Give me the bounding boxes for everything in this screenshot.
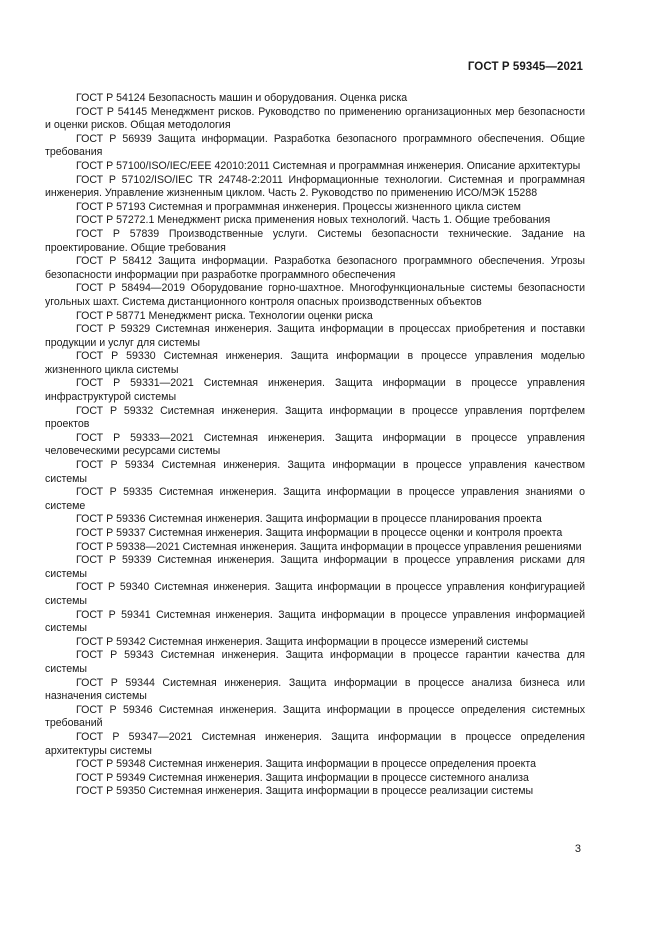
reference-entry: ГОСТ Р 57272.1 Менеджмент риска применения новых технологий. Часть 1. Общие требования (76, 214, 551, 227)
reference-entry: ГОСТ Р 59336 Системная инженерия. Защита информации в процессе планирования проекта (76, 513, 542, 526)
reference-entry: ГОСТ Р 56939 Защита информации. Разработка безопасного программного обеспечения. Общие требования (45, 132, 585, 159)
reference-entry: ГОСТ Р 58771 Менеджмент риска. Технологии оценки риска (76, 309, 373, 322)
reference-entry: ГОСТ Р 59331—2021 Системная инженерия. Защита информации в процессе управления инфраструктурой системы (45, 377, 585, 404)
reference-entry: ГОСТ Р 59342 Системная инженерия. Защита информации в процессе измерений системы (76, 635, 529, 648)
normative-references-list (45, 92, 585, 799)
document-header: ГОСТ Р 59345—2021 (467, 61, 583, 73)
reference-entry: ГОСТ Р 57102/ISO/IEC TR 24748-2:2011 Информационные технологии. Системная и программная инженерия. Управление жизненным циклом. Часть 2. Руководство по применению ИСО/МЭК 15288 (45, 173, 585, 200)
reference-entry: ГОСТ Р 59349 Системная инженерия. Защита информации в процессе системного анализа (76, 771, 529, 784)
reference-entry: ГОСТ Р 59339 Системная инженерия. Защита информации в процессе управления рисками для системы (45, 554, 585, 580)
page-number: 3 (574, 843, 581, 855)
reference-entry: ГОСТ Р 59340 Системная инженерия. Защита информации в процессе управления конфигурацией системы (45, 581, 585, 607)
reference-entry: ГОСТ Р 59350 Системная инженерия. Защита информации в процессе реализации системы (76, 785, 534, 798)
reference-entry: ГОСТ Р 59341 Системная инженерия. Защита информации в процессе управления информацией системы (45, 608, 585, 635)
reference-entry: ГОСТ Р 59330 Системная инженерия. Защита информации в процессе управления моделью жизненного цикла системы (45, 350, 585, 376)
reference-entry: ГОСТ Р 59329 Системная инженерия. Защита информации в процессах приобретения и поставки продукции и услуг для системы (45, 323, 585, 349)
reference-entry: ГОСТ Р 59334 Системная инженерия. Защита информации в процессе управления качеством системы (45, 459, 585, 485)
reference-entry: ГОСТ Р 59348 Системная инженерия. Защита информации в процессе определения проекта (76, 758, 536, 771)
reference-entry: ГОСТ Р 59338—2021 Системная инженерия. Защита информации в процессе управления решениями (76, 540, 582, 553)
reference-entry: ГОСТ Р 58494—2019 Оборудование горно-шахтное. Многофункциональные системы безопасности угольных шахт. Система дистанционного контроля опасных производственных объектов (45, 282, 585, 308)
reference-entry: ГОСТ Р 59343 Системная инженерия. Защита информации в процессе гарантии качества для системы (45, 649, 585, 675)
reference-entry: ГОСТ Р 59344 Системная инженерия. Защита информации в процессе анализа бизнеса или назначения системы (45, 676, 585, 703)
reference-entry: ГОСТ Р 59335 Системная инженерия. Защита информации в процессе управления знаниями о системе (45, 486, 585, 512)
reference-entry: ГОСТ Р 54145 Менеджмент рисков. Руководство по применению организационных мер безопасности и оценки рисков. Общая методология (45, 105, 585, 132)
reference-entry: ГОСТ Р 59333—2021 Системная инженерия. Защита информации в процессе управления человеческими ресурсами системы (45, 431, 585, 458)
reference-entry: ГОСТ Р 59347—2021 Системная инженерия. Защита информации в процессе определения архитектуры системы (45, 730, 585, 757)
reference-entry: ГОСТ Р 57839 Производственные услуги. Системы безопасности технические. Задание на проектирование. Общие требования (45, 227, 585, 254)
reference-entry: ГОСТ Р 59332 Системная инженерия. Защита информации в процессе управления портфелем проектов (45, 404, 585, 431)
reference-entry: ГОСТ Р 59337 Системная инженерия. Защита информации в процессе оценки и контроля проекта (76, 527, 563, 539)
reference-entry: ГОСТ Р 57100/ISO/IEC/EEE 42010:2011 Системная и программная инженерия. Описание архитектуры (76, 159, 581, 172)
reference-entry: ГОСТ Р 59346 Системная инженерия. Защита информации в процессе определения системных требований (45, 703, 585, 730)
reference-entry: ГОСТ Р 58412 Защита информации. Разработка безопасного программного обеспечения. Угрозы безопасности информации при разработке программного обеспечения (45, 255, 585, 281)
reference-entry: ГОСТ Р 54124 Безопасность машин и оборудования. Оценка риска (76, 92, 408, 104)
reference-entry: ГОСТ Р 57193 Системная и программная инженерия. Процессы жизненного цикла систем (76, 200, 521, 213)
